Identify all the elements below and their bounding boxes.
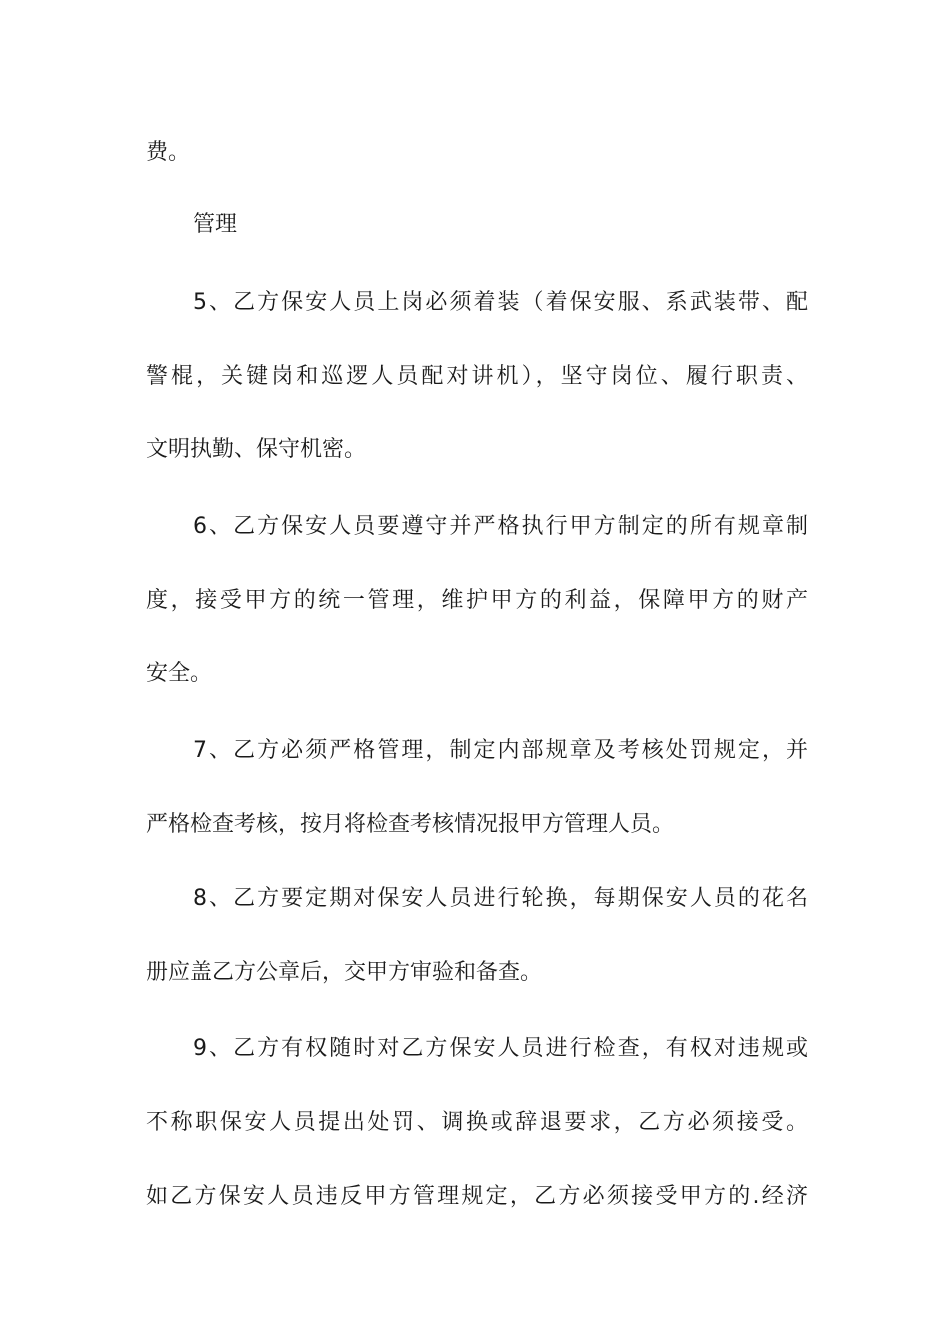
clause-6-line-2: 度，接受甲方的统一管理，维护甲方的利益，保障甲方的财产: [146, 588, 808, 613]
clause-6-line-3: 安全。: [146, 661, 213, 686]
text-line-1: 费。: [146, 140, 191, 165]
clause-7-line-1: 7、乙方必须严格管理，制定内部规章及考核处罚规定，并: [193, 738, 808, 763]
clause-8-line-1: 8、乙方要定期对保安人员进行轮换，每期保安人员的花名: [193, 886, 808, 911]
clause-9-line-3: 如乙方保安人员违反甲方管理规定，乙方必须接受甲方的.经济: [146, 1184, 808, 1209]
section-heading-management: 管理: [193, 212, 238, 237]
clause-8-line-2: 册应盖乙方公章后，交甲方审验和备查。: [146, 960, 543, 985]
clause-6-line-1: 6、乙方保安人员要遵守并严格执行甲方制定的所有规章制: [193, 514, 808, 539]
clause-5-line-1: 5、乙方保安人员上岗必须着装（着保安服、系武装带、配: [193, 290, 808, 315]
clause-5-line-3: 文明执勤、保守机密。: [146, 437, 367, 462]
clause-7-line-2: 严格检查考核，按月将检查考核情况报甲方管理人员。: [146, 812, 675, 837]
clause-5-line-2: 警棍，关键岗和巡逻人员配对讲机），坚守岗位、履行职责、: [146, 364, 808, 389]
clause-9-line-1: 9、乙方有权随时对乙方保安人员进行检查，有权对违规或: [193, 1036, 808, 1061]
clause-9-line-2: 不称职保安人员提出处罚、调换或辞退要求，乙方必须接受。: [146, 1110, 808, 1135]
